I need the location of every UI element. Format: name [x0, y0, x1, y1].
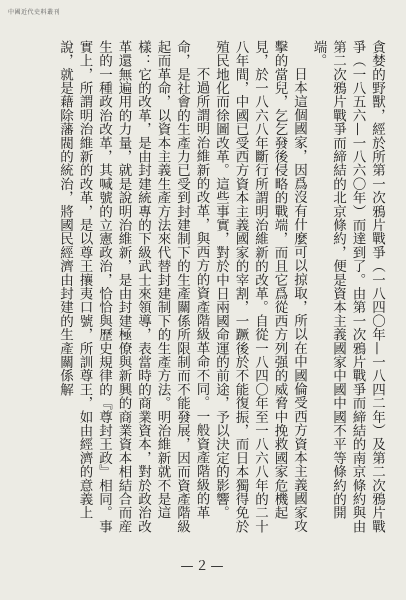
paragraph-3: 不過所謂明治維新的改革，與西方的資產階級革命不同。一般資產階級的革命，是社會的生產力已受到封建制下的生產關係所限制而不能發展，因而資產階級起而革命，以資本主義生產方法來代替封建制下的生產方法。明治維新就不是這樣：它的改革，是由封建統專的下級武士來領導，表當時的商業資本，對於政治改革還無遍用的力量，就是說明治維新，是由封建極僚與新興的商業資本相結合而産生的一種政治改革，其喊號的立憲政治，恰恰與歷史規律的『尊封王政』相同。事實上，所謂明治維新的改革，是以尊王攘夷口號，所訓尊王，如由經濟的意義上說，就是藉除藩閥的統治，將國民經濟由封建的生產關係解 — [57, 40, 210, 534]
paragraph-1: 貪婪的野獸，經於所第一次鴉片戰爭（一八四〇年—一八四二年）及第二次鴉片戰爭（一八五六—一八六〇年）而達到了。由第一次鴉片戰爭而締結的南京條約與由第二次鴉片戰爭而締結的北京條約，便是資本主義國家中國中國不平等條約的開端。 — [310, 40, 385, 534]
vertical-text-body — [24, 40, 386, 540]
page-number: —２— — [180, 559, 226, 574]
library-stamp: 中國近代史料叢刊 — [8, 9, 61, 16]
paragraph-2: 日本這個國家，因爲沒有什麼可以掠取，所以在中國倫受西方資本主義國家攻擊的當兒，乞乞發後侵略的戰端，而且它爲從西方列强的威脅中挽救國家危機起見，於一八六八年斷行所謂明治維新的改革。自從一八四〇年至一八六八年的二十八年間，中國已受西方資本主義國家的宰割，一蹶後於不能復振，而日本獨得免於殖民地化而徐圖改革。這些事實，對於中日兩國命運的前途，予以決定的影響。 — [213, 40, 307, 534]
